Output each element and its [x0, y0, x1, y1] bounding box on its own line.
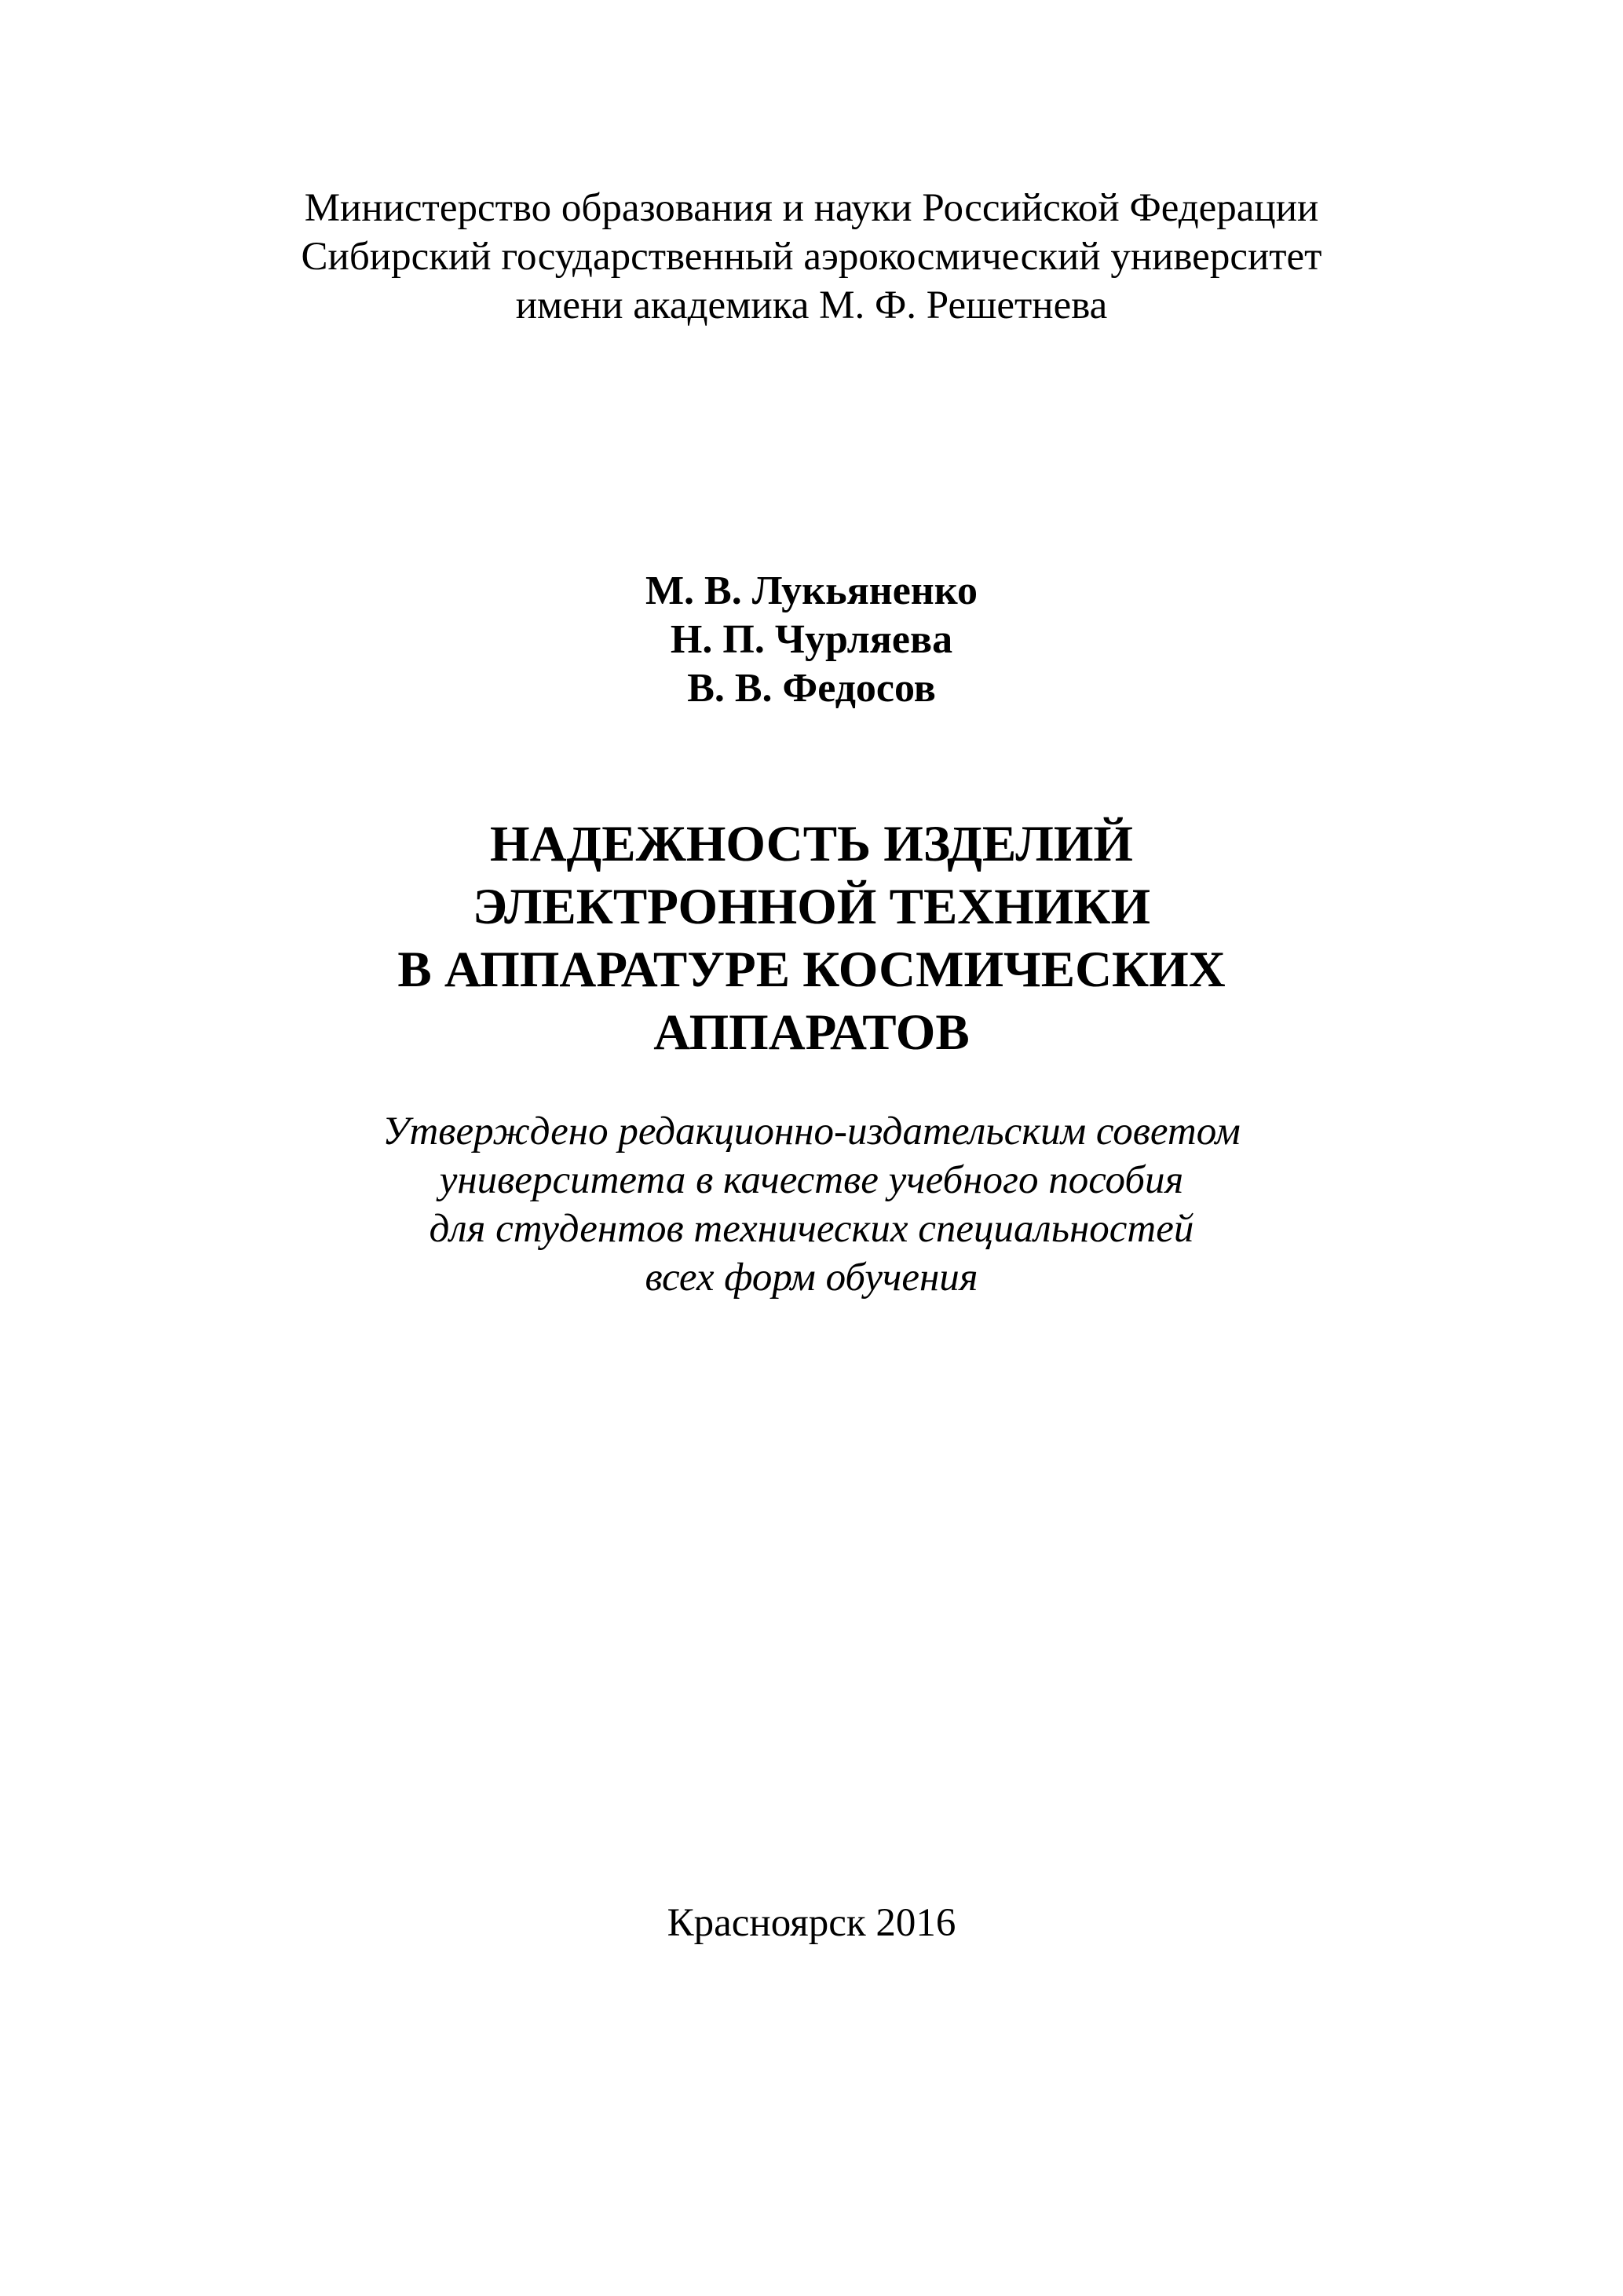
author-name: М. В. Лукьяненко: [645, 569, 978, 613]
city-year: Красноярск 2016: [667, 1901, 956, 1945]
approval-line: для студентов технических специальностей: [429, 1207, 1194, 1251]
ministry-line: Министерство образования и науки Российской Федерации: [304, 186, 1319, 230]
authors-list: [0, 567, 1623, 713]
approval-line: Утверждено редакционно-издательским советом: [382, 1110, 1241, 1153]
title-line: ЭЛЕКТРОННОЙ ТЕХНИКИ: [472, 879, 1151, 935]
university-line: Сибирский государственный аэрокосмический университет: [301, 235, 1322, 279]
title-line: АППАРАТОВ: [653, 1004, 970, 1061]
imprint: [0, 1899, 1623, 1947]
title-line: В АППАРАТУРЕ КОСМИЧЕСКИХ: [397, 941, 1226, 998]
approval-note: [0, 1107, 1623, 1302]
book-title: [0, 813, 1623, 1064]
approval-line: университета в качестве учебного пособия: [439, 1158, 1184, 1202]
institution-header: [0, 184, 1623, 330]
university-name-line: имени академика М. Ф. Решетнева: [515, 283, 1108, 327]
approval-line: всех форм обучения: [645, 1256, 978, 1300]
title-line: НАДЕЖНОСТЬ ИЗДЕЛИЙ: [490, 816, 1133, 872]
author-name: В. В. Федосов: [687, 666, 936, 711]
author-name: Н. П. Чурляева: [670, 617, 953, 662]
